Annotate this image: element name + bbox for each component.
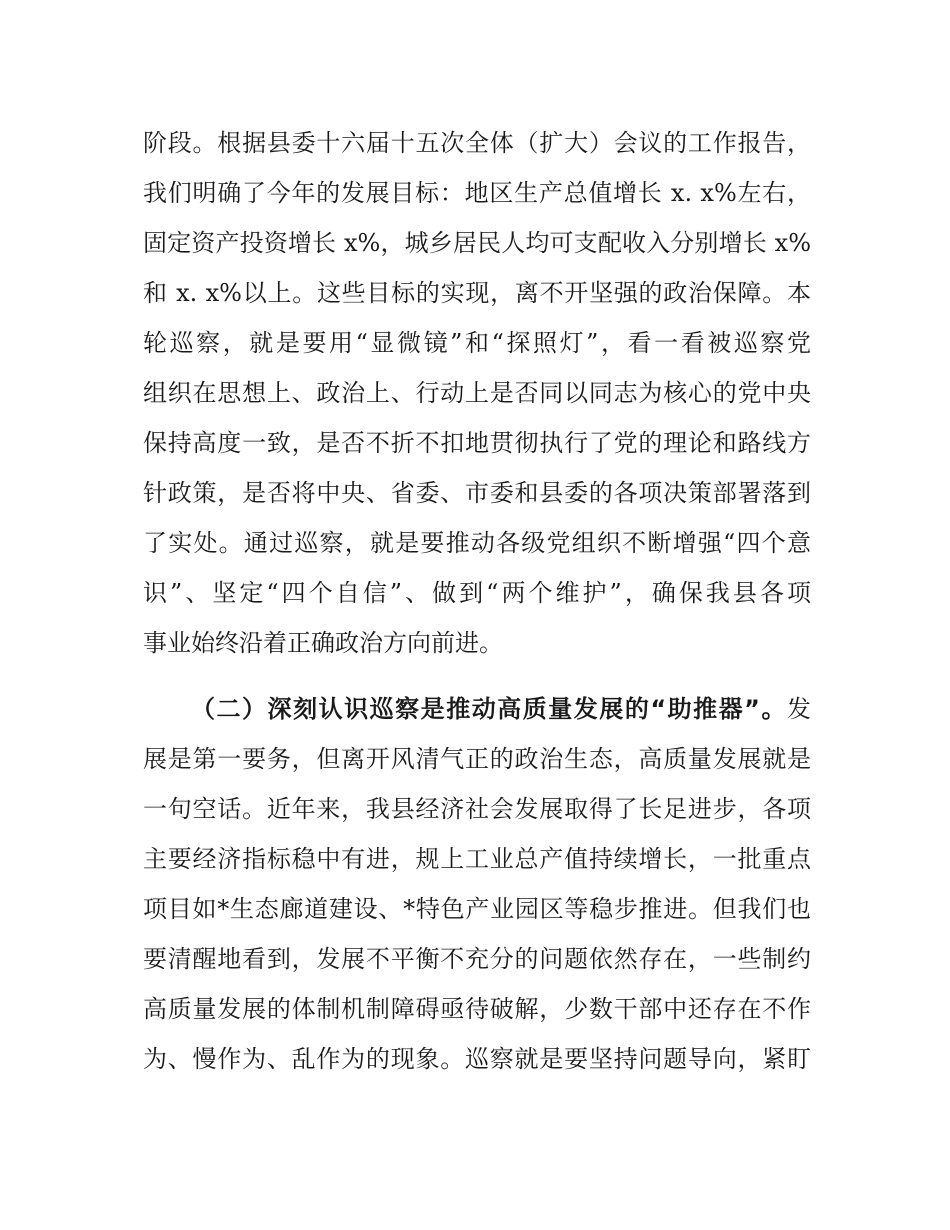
paragraph-1-line-3: 固定资产投资增长 x%，城乡居民人均可支配收入分别增长 x% xyxy=(143,229,811,257)
paragraph-1-line-8: 针政策，是否将中央、省委、市委和县委的各项决策部署落到 xyxy=(143,479,811,507)
paragraph-1-line-7: 保持高度一致，是否不折不扣地贯彻执行了党的理论和路线方 xyxy=(143,429,811,457)
paragraph-2-line-6: 要清醒地看到，发展不平衡不充分的问题依然存在，一些制约 xyxy=(143,945,811,973)
paragraph-2-line-5: 项目如*生态廊道建设、*特色产业园区等稳步推进。但我们也 xyxy=(143,895,811,923)
paragraph-1-line-9: 了实处。通过巡察，就是要推动各级党组织不断增强“四个意 xyxy=(143,529,811,557)
paragraph-2-line-4: 主要经济指标稳中有进，规上工业总产值持续增长，一批重点 xyxy=(143,845,811,873)
paragraph-1-line-6: 组织在思想上、政治上、行动上是否同以同志为核心的党中央 xyxy=(143,379,811,407)
paragraph-2-line-2: 展是第一要务，但离开风清气正的政治生态，高质量发展就是 xyxy=(143,745,811,773)
heading-line-rest: 发 xyxy=(787,695,811,723)
paragraph-1-line-1: 阶段。根据县委十六届十五次全体（扩大）会议的工作报告， xyxy=(143,129,811,157)
paragraph-1-line-11: 事业始终沿着正确政治方向前进。 xyxy=(143,629,503,657)
paragraph-2-line-1 xyxy=(191,689,811,729)
paragraph-1-line-2: 我们明确了今年的发展目标：地区生产总值增长 x. x%左右， xyxy=(143,179,811,207)
paragraph-1-line-5: 轮巡察，就是要用“显微镜”和“探照灯”，看一看被巡察党 xyxy=(143,329,811,357)
paragraph-2-line-8: 为、慢作为、乱作为的现象。巡察就是要坚持问题导向，紧盯 xyxy=(143,1045,811,1073)
section-heading: （二）深刻认识巡察是推动高质量发展的“助推器”。 xyxy=(191,695,787,723)
paragraph-2-line-7: 高质量发展的体制机制障碍亟待破解，少数干部中还存在不作 xyxy=(143,995,811,1023)
paragraph-1-line-4: 和 x. x%以上。这些目标的实现，离不开坚强的政治保障。本 xyxy=(143,279,811,307)
paragraph-2-line-3: 一句空话。近年来，我县经济社会发展取得了长足进步，各项 xyxy=(143,795,811,823)
paragraph-1-line-10: 识”、坚定“四个自信”、做到“两个维护”，确保我县各项 xyxy=(143,579,811,607)
